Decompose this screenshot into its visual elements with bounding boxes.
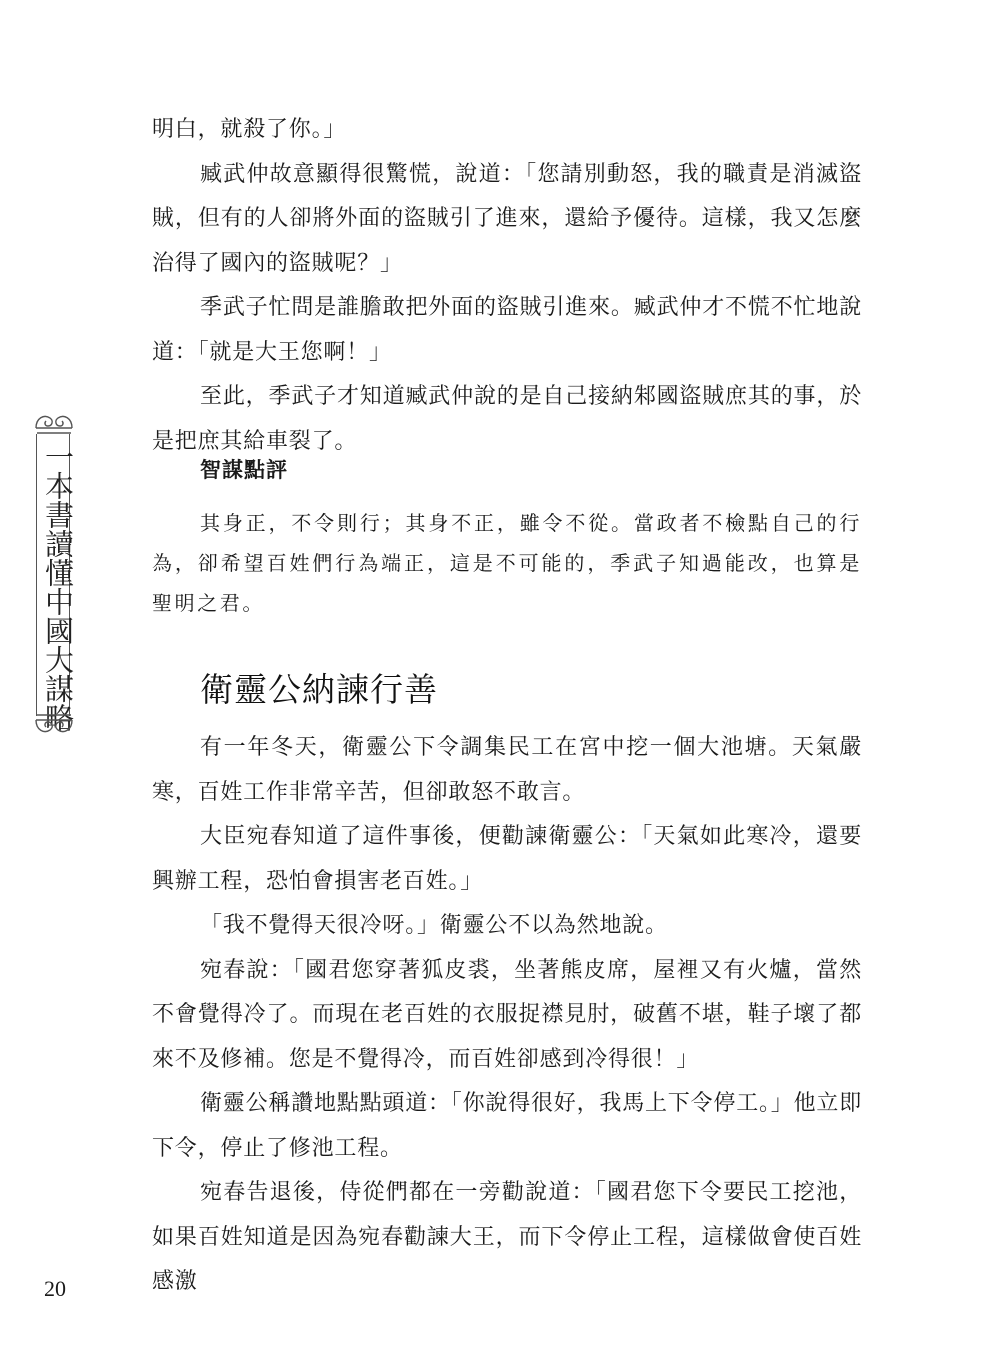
- side-running-title: [32, 404, 76, 744]
- comment-heading: 智謀點評: [200, 458, 288, 482]
- paragraph: 大臣宛春知道了這件事後，便勸諫衛靈公：「天氣如此寒冷，還要興辦工程，恐怕會損害老百姓。」: [152, 824, 862, 894]
- paragraph: 季武子忙問是誰膽敢把外面的盜賊引進來。臧武仲才不慌不忙地說道：「就是大王您啊！」: [152, 295, 862, 365]
- side-title-text: 一本書讀懂中國大謀略: [41, 442, 75, 732]
- paragraph: 宛春告退後，侍從們都在一旁勸說道：「國君您下令要民工挖池，如果百姓知道是因為宛春勸諫大王，而下令停止工程，這樣做會使百姓感激: [152, 1180, 862, 1294]
- chapter-title: 衛靈公納諫行善: [200, 670, 438, 709]
- chapter-body: [152, 726, 862, 1305]
- scroll-ornament-top-icon: [32, 404, 76, 434]
- paragraph: 至此，季武子才知道臧武仲說的是自己接納邾國盜賊庶其的事，於是把庶其給車裂了。: [152, 384, 862, 454]
- paragraph: 衛靈公稱讚地點點頭道：「你說得很好，我馬上下令停工。」他立即下令，停止了修池工程。: [152, 1091, 863, 1161]
- comment-text: 其身正，不令則行；其身不正，雖令不從。當政者不檢點自己的行為，卻希望百姓們行為端正，這是不可能的，季武子知過能改，也算是聖明之君。: [152, 511, 862, 615]
- page-number: 20: [44, 1276, 66, 1301]
- paragraph: 臧武仲故意顯得很驚慌，說道：「您請別動怒，我的職責是消滅盜賊，但有的人卻將外面的盜賊引了進來，還給予優待。這樣，我又怎麼治得了國內的盜賊呢？」: [152, 161, 862, 276]
- paragraph: 「我不覺得天很冷呀。」衛靈公不以為然地說。: [200, 913, 668, 938]
- paragraph: 有一年冬天，衛靈公下令調集民工在宮中挖一個大池塘。天氣嚴寒，百姓工作非常辛苦，但卻敢怒不敢言。: [152, 735, 862, 805]
- story-continuation: [152, 108, 862, 464]
- scroll-ornament-bottom-icon: [32, 714, 76, 744]
- paragraph: 宛春說：「國君您穿著狐皮裘，坐著熊皮席，屋裡又有火爐，當然不會覺得冷了。而現在老百姓的衣服捉襟見肘，破舊不堪，鞋子壞了都來不及修補。您是不覺得冷，而百姓卻感到冷得很！」: [152, 957, 862, 1072]
- comment-block: [152, 503, 862, 623]
- paragraph: 明白，就殺了你。」: [152, 117, 347, 142]
